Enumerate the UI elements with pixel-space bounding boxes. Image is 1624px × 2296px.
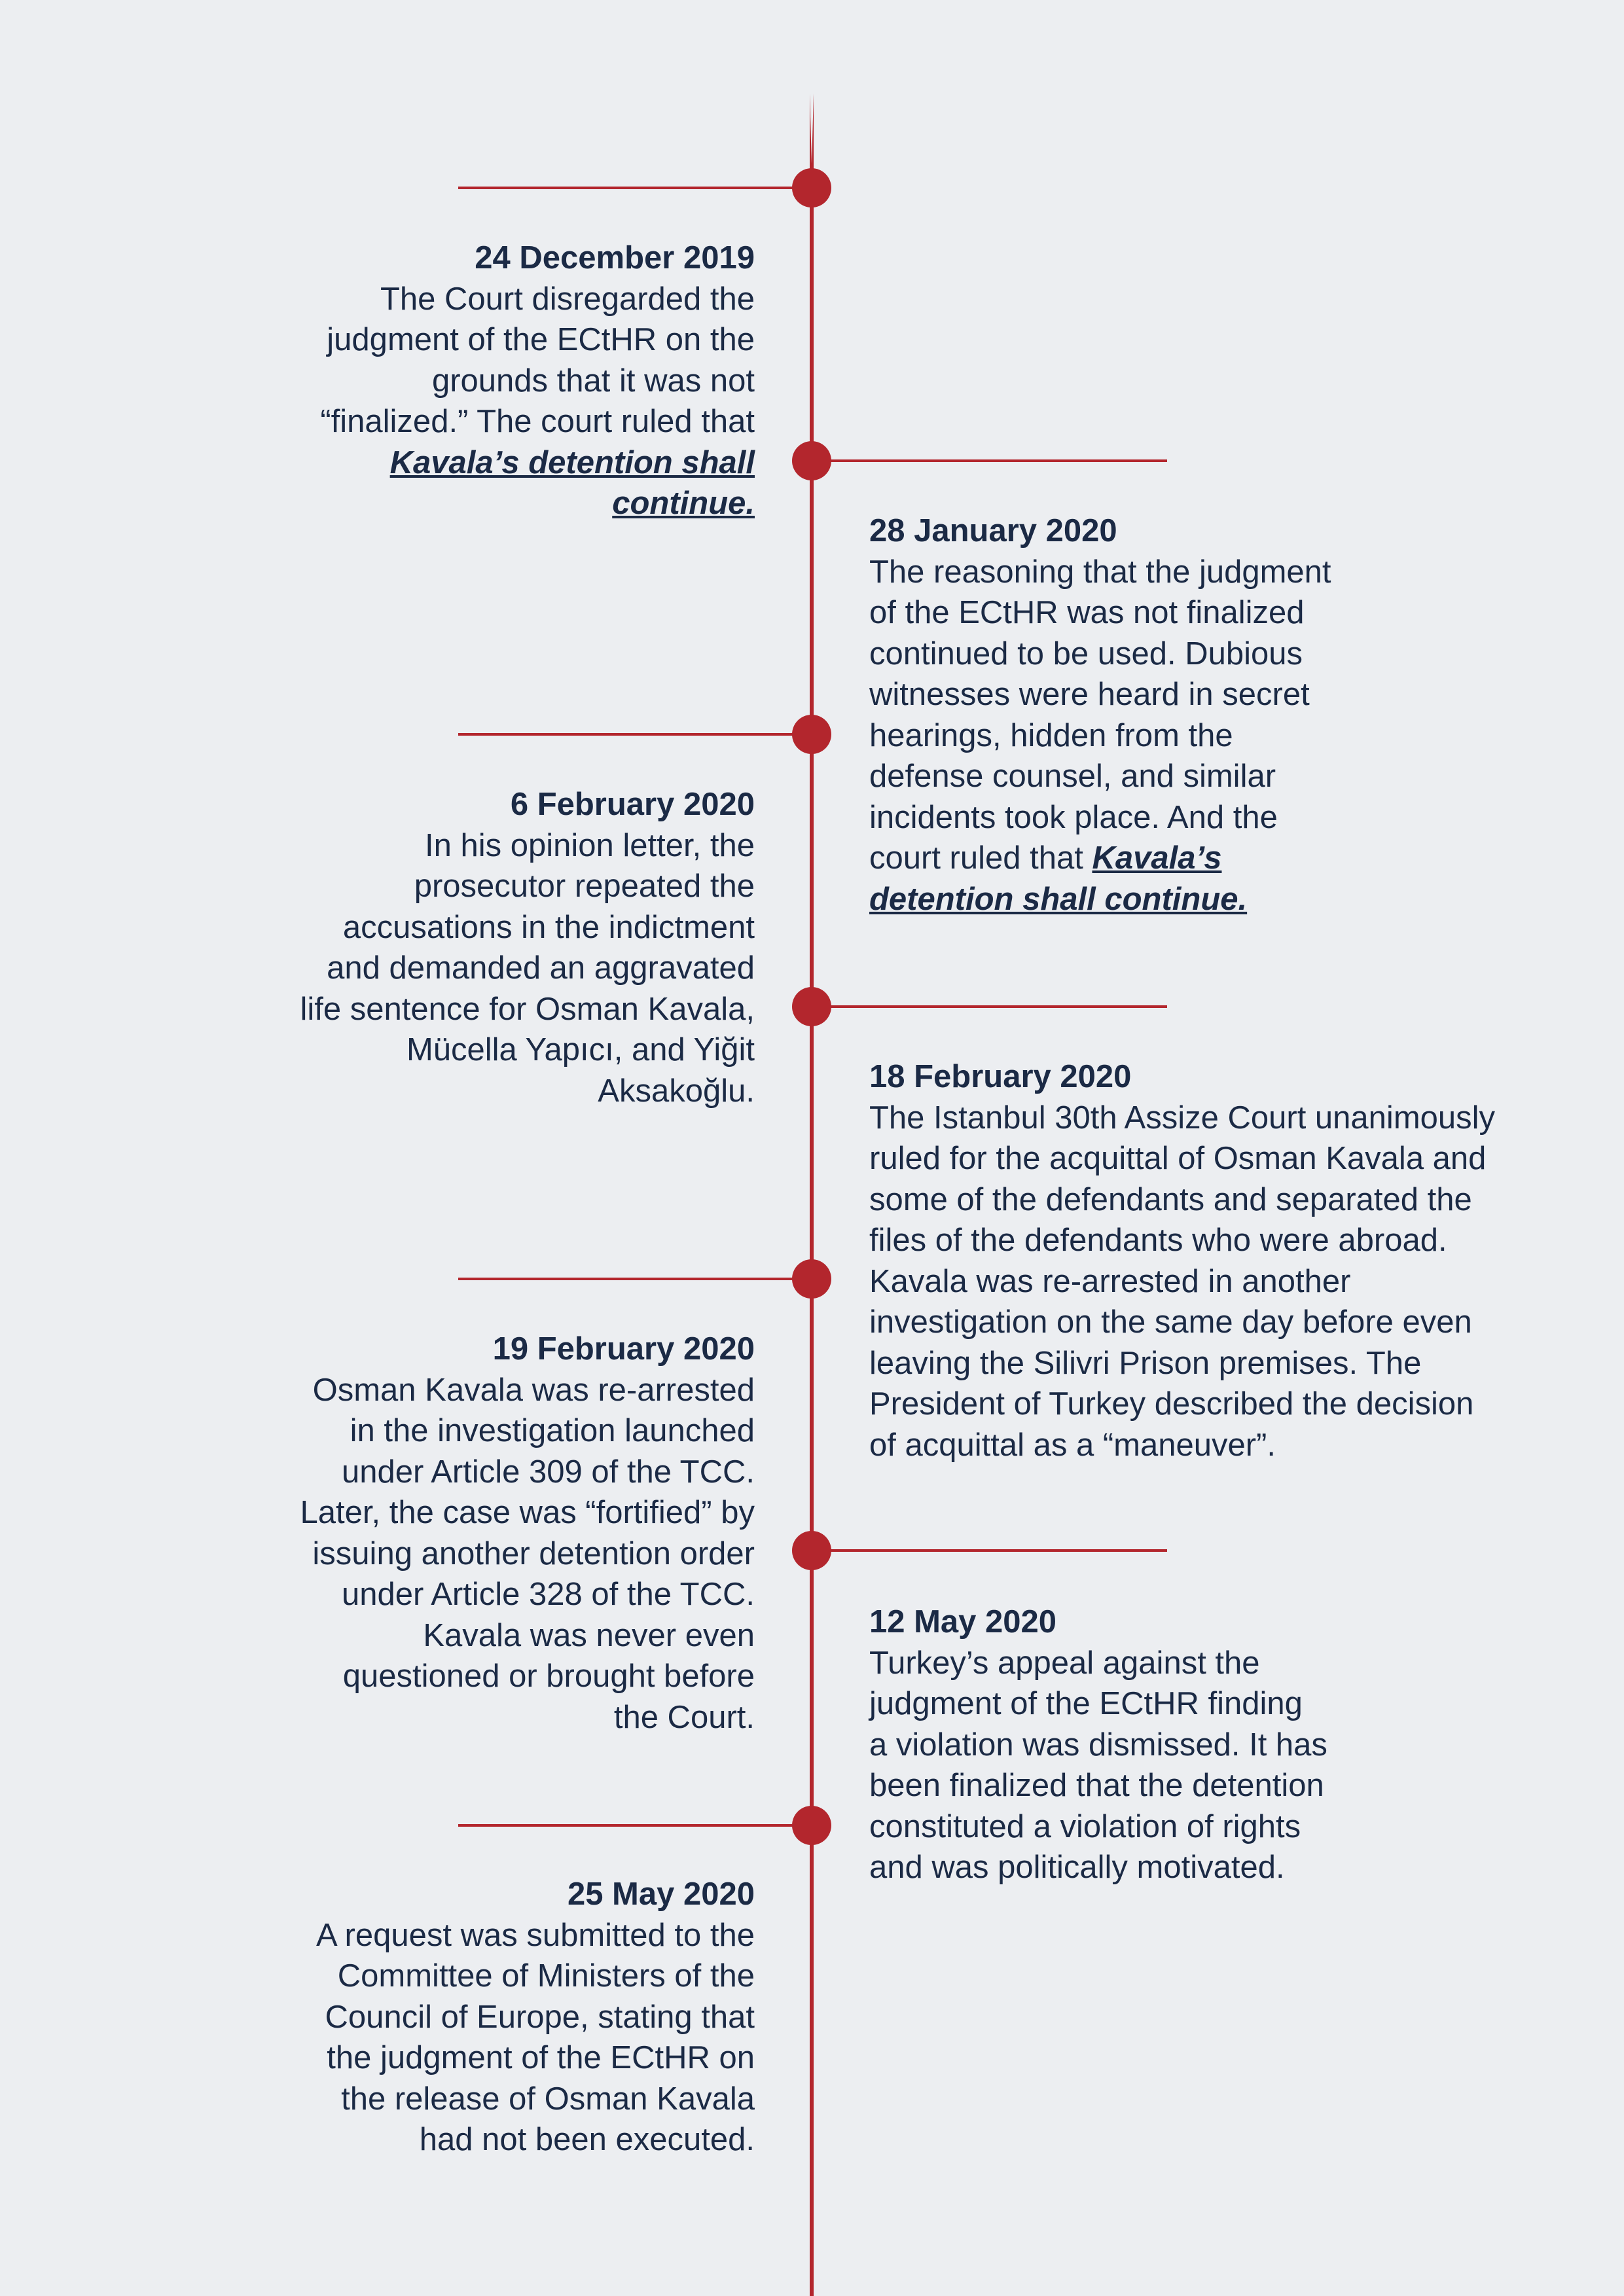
timeline-entry-7	[297, 1874, 755, 2161]
entry-text: Osman Kavala was re-arrested in the investigation launched under Article 309 of the TCC. Later, the case was “fortified” by issuing another detention order under Article 328 of the TCC. Kavala was never even questioned or brought before the Court.	[300, 1372, 755, 1735]
connector-line-4	[812, 1005, 1167, 1008]
timeline-node-7	[792, 1806, 831, 1845]
timeline-entry-6	[869, 1602, 1327, 1888]
timeline-node-1	[792, 168, 831, 207]
connector-line-7	[458, 1824, 812, 1827]
entry-text: Turkey’s appeal against the judgment of the ECtHR finding a violation was dismissed. It has been finalized that the detention constituted a violation of rights and was politically motivated.	[869, 1645, 1327, 1885]
entry-text: The Istanbul 30th Assize Court unanimously ruled for the acquittal of Osman Kavala and some of the defendants and separated the files of the defendants who were abroad. Kavala was re-arrested in another investigation on the same day before even leaving the Silivri Prison premises. The President of Turkey described the decision of acquittal as a “maneuver”.	[869, 1100, 1496, 1463]
entry-emphasis: Kavala’s detention shall continue.	[389, 444, 755, 521]
timeline-entry-5	[297, 1329, 755, 1738]
entry-text: The Court disregarded the judgment of the ECtHR on the grounds that it was not “finalized.” The court ruled that	[320, 281, 755, 439]
timeline-entry-4	[869, 1056, 1498, 1465]
entry-date: 18 February 2020	[869, 1059, 1132, 1094]
entry-date: 24 December 2019	[475, 240, 755, 276]
timeline-node-2	[792, 441, 831, 480]
timeline-entry-3	[297, 784, 755, 1111]
connector-line-3	[458, 733, 812, 736]
entry-text: The reasoning that the judgment of the ECtHR was not finalized continued to be used. Dubious witnesses were heard in secret hearings, hidden from the defense counsel, and similar incidents took place. And the court ruled that	[869, 554, 1331, 876]
connector-line-2	[812, 459, 1167, 462]
entry-date: 25 May 2020	[567, 1876, 755, 1912]
timeline-entry-2	[869, 511, 1341, 920]
timeline-node-5	[792, 1259, 831, 1299]
timeline-node-3	[792, 715, 831, 754]
timeline-node-4	[792, 987, 831, 1026]
timeline-spine	[810, 0, 814, 2296]
entry-date: 28 January 2020	[869, 513, 1117, 548]
entry-emphasis: Kavala’s detention shall continue.	[869, 840, 1248, 917]
connector-line-5	[458, 1278, 812, 1280]
entry-text: In his opinion letter, the prosecutor repeated the accusations in the indictment and demanded an aggravated life sentence for Osman Kavala, Mücella Yapıcı, and Yiğit Aksakoğlu.	[300, 827, 755, 1109]
entry-date: 6 February 2020	[510, 787, 755, 822]
timeline-spine-tip	[807, 0, 816, 164]
timeline-entry-1	[283, 238, 755, 524]
connector-line-1	[458, 187, 812, 189]
entry-date: 19 February 2020	[492, 1331, 755, 1367]
entry-date: 12 May 2020	[869, 1604, 1057, 1640]
timeline-node-6	[792, 1531, 831, 1570]
entry-text: A request was submitted to the Committee of Ministers of the Council of Europe, stating that the judgment of the ECtHR on the release of Osman Kavala had not been executed.	[316, 1917, 755, 2157]
connector-line-6	[812, 1549, 1167, 1552]
